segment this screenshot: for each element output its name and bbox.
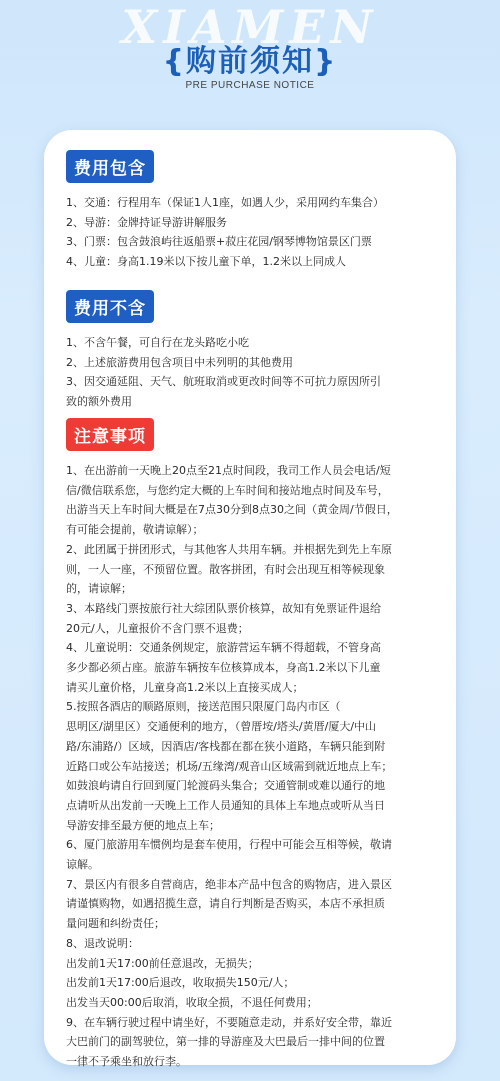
- list-item: 点请听从出发前一天晚上工作人员通知的具体上车地点或听从当日: [66, 798, 385, 812]
- list-item: 2、此团属于拼团形式，与其他客人共用车辆。并根据先到先上车原: [66, 542, 392, 556]
- list-item: 近路口或公车站接送；机场/五缘湾/观音山区域需到就近地点上车；: [66, 759, 393, 773]
- page-subtitle: PRE PURCHASE NOTICE: [185, 80, 315, 91]
- list-item: 7、景区内有很多自营商店，绝非本产品中包含的购物店，进入景区: [66, 877, 392, 891]
- list-item: 8、退改说明：: [66, 936, 139, 950]
- section-lines: [66, 333, 438, 411]
- list-item: 致的额外费用: [66, 394, 132, 408]
- list-item: 3、因交通延阻、天气、航班取消或更改时间等不可抗力原因所引: [66, 375, 381, 388]
- page-title: {购前须知}: [162, 44, 338, 79]
- list-item: 思明区/湖里区）交通便利的地方，（曾厝垵/塔头/黄厝/厦大/中山: [66, 720, 377, 734]
- list-item: 有可能会提前，敬请谅解）；: [66, 523, 204, 537]
- section-fee-included: [66, 150, 438, 271]
- watermark-text: XIAMEN: [121, 0, 379, 54]
- list-item: 信/微信联系您，与您约定大概的上车时间和接站地点时间及车号，: [66, 483, 389, 497]
- list-item: 9、在车辆行驶过程中请坐好，不要随意走动，并系好安全带，靠近: [66, 1015, 392, 1029]
- list-item: 1、交通：行程用车（保证1人1座，如遇人少，采用网约车集合）: [66, 196, 384, 209]
- list-item: 2、导游：金牌持证导游讲解服务: [66, 215, 227, 229]
- list-item: 大巴前门的副驾驶位，第一排的导游座及大巴最后一排中间的位置: [66, 1035, 385, 1049]
- list-item: 一律不予乘坐和放行李。: [66, 1055, 187, 1069]
- list-item: 4、儿童说明：交通条例规定，旅游营运车辆不得超载，不管身高: [66, 641, 381, 655]
- list-item: 出游当天上车时间大概是在7点30分到8点30之间（黄金周/节假日，: [66, 503, 398, 517]
- list-item: 1、在出游前一天晚上20点至21点时间段，我司工作人员会电话/短: [66, 464, 391, 477]
- section-heading: 费用包含: [66, 150, 154, 183]
- notice-card: [44, 130, 456, 1069]
- list-item: 路/东浦路/）区域，因酒店/客栈都在都在狭小道路，车辆只能到附: [66, 739, 386, 753]
- list-item: 20元/人，儿童报价不含门票不退费；: [66, 621, 249, 635]
- section-heading: 注意事项: [66, 418, 154, 451]
- list-item: 4、儿童：身高1.19米以下按儿童下单，1.2米以上同成人: [66, 254, 346, 268]
- list-item: 请谨慎购物，如遇招揽生意，请自行判断是否购买，本店不承担质: [66, 897, 385, 911]
- list-item: 谅解。: [66, 858, 99, 872]
- list-item: 的，请谅解；: [66, 582, 132, 596]
- list-item: 5.按照各酒店的顺路原则，接送范围只限厦门岛内市区（: [66, 700, 341, 714]
- section-notes: [66, 418, 438, 1072]
- section-lines: [66, 193, 438, 271]
- list-item: 则，一人一座，不预留位置。散客拼团，有时会出现互相等候现象: [66, 562, 385, 576]
- section-heading: 费用不含: [66, 290, 154, 323]
- list-item: 2、上述旅游费用包含项目中未列明的其他费用: [66, 355, 293, 369]
- section-lines: [66, 461, 438, 1072]
- list-item: 如鼓浪屿请自行回到厦门轮渡码头集合；交通管制或难以通行的地: [66, 779, 385, 793]
- list-item: 导游安排至最方便的地点上车；: [66, 818, 220, 832]
- list-item: 量问题和纠纷责任；: [66, 917, 165, 931]
- title-wrap: [0, 36, 500, 80]
- list-item: 多少都必须占座。旅游车辆按车位核算成本，身高1.2米以下儿童: [66, 661, 381, 675]
- list-item: 出发前1天17:00前任意退改，无损失；: [66, 956, 259, 970]
- section-fee-excluded: [66, 290, 438, 411]
- list-item: 请买儿童价格，儿童身高1.2米以上直接买成人；: [66, 680, 304, 694]
- list-item: 6、厦门旅游用车惯例均是套车使用，行程中可能会互相等候，敬请: [66, 838, 392, 852]
- list-item: 出发当天00:00后取消，收取全损，不退任何费用；: [66, 995, 318, 1009]
- list-item: 3、门票：包含鼓浪屿往返船票+菽庄花园/钢琴博物馆景区门票: [66, 235, 372, 248]
- list-item: 1、不含午餐，可自行在龙头路吃小吃: [66, 336, 249, 349]
- list-item: 出发前1天17:00后退改，收取损失150元/人；: [66, 976, 295, 990]
- list-item: 3、本路线门票按旅行社大综团队票价核算，故知有免票证件退给: [66, 601, 381, 615]
- header: [0, 0, 500, 120]
